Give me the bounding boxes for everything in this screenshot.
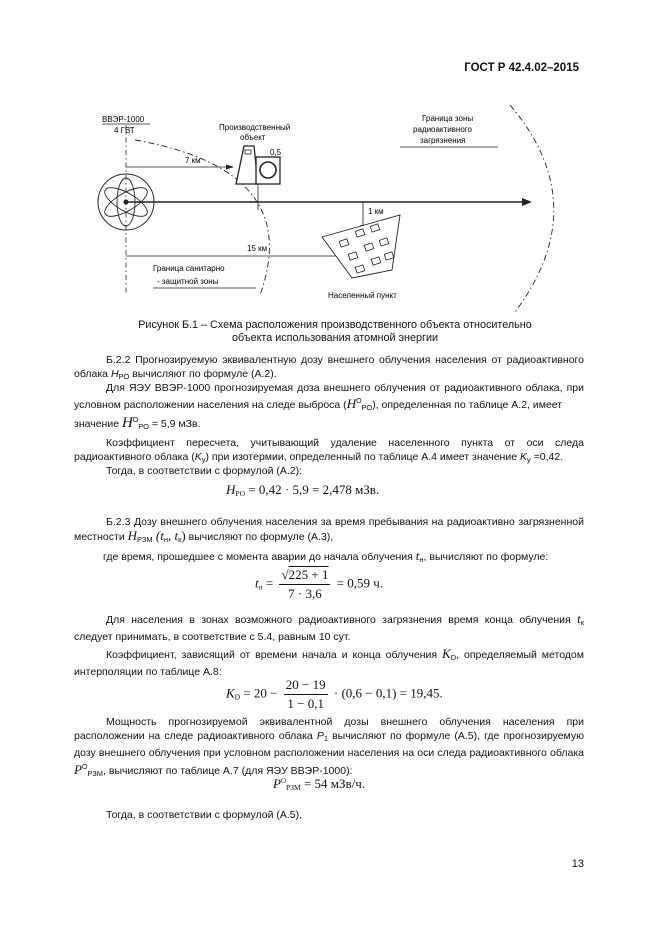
formula-kd: $K_D = 20$ − $\frac{20 - 19}{1 - 0,1}$ · (0,6 − 0,1) = 19,45. xyxy=(226,677,443,711)
sanitary-label-line1: Граница санитарно xyxy=(153,264,225,273)
facility-location-diagram xyxy=(60,100,605,315)
paragraph-b22: Б.2.2 Прогнозируемую эквивалентную дозу внешнего облучения населения от радиоактивного облака $H_{РО}$ вычисляют по формуле (А.2). xyxy=(74,354,584,382)
figure-caption-line2: объекта использования атомной энергии xyxy=(231,332,438,344)
sanitary-label-line2: - защитной зоны xyxy=(157,277,219,286)
formula-prm: $P^О_{РЗМ} = 54$ мЗв/ч. xyxy=(273,776,366,792)
settlement-symbol xyxy=(322,215,400,278)
paragraph-value: значение $H^О_{РО} = 5,9$ мЗв. xyxy=(74,415,201,431)
paragraph-where: где время, прошедшее с момента аварии до начала облучения $t_н$, вычисляют по формуле: xyxy=(103,548,549,564)
paragraph-b23: Б.2.3 Дозу внешнего облучения населения за время пребывания на радиоактивно загрязненной местности $H_{РЗМ}$ ($t_н$, $t_к$) вычисляют по формуле (А.3), xyxy=(74,516,584,545)
facility-label-line2: объект xyxy=(240,133,266,142)
paragraph-power: Мощность прогнозируемой эквивалентной дозы внешнего облучения населения при расположении на следе радиоактивного облака $P_1$ вычисляют по формуле (А.5), где прогнозируемую дозу внешнего облучения при условном расположении населения на оси следа радиоактивного облака $P^О_{РЗМ}$, вычисляют по таблице А.7 (для ЯЭУ ВВЭР-1000): xyxy=(74,716,584,778)
paragraph-vver: Для ЯЭУ ВВЭР-1000 прогнозируемая доза внешнего облучения от радиоактивного облака, при условном расположении населения на следе выброса $(H^О_{РО})$, определенная по таблице А.2, имеет xyxy=(74,382,584,413)
paragraph-coefficient: Коэффициент пересчета, учитывающий удаление населенного пункта от оси следа радиоактивного облака $(K_y)$ при изотермии, определенный по таблице А.4 имеет значение $K_y =0,42$. xyxy=(74,437,584,465)
paragraph-kd: Коэффициент, зависящий от времени начала и конца облучения $K_D$, определяемый методом интерполяции по таблице А.8: xyxy=(74,646,584,679)
reactor-power-label: 4 ГВТ xyxy=(114,126,135,135)
zone-label-line2: радиоактивного xyxy=(413,125,472,134)
wind-direction-arrow xyxy=(522,198,532,206)
distance-15km-label: 15 км xyxy=(247,244,268,253)
zone-label-line1: Граница зоны xyxy=(422,114,474,123)
facility-value-label: 0,5 xyxy=(270,148,282,157)
page-number: 13 xyxy=(571,858,584,870)
formula-tn: $t_н$ = $\frac{√225 + 1}{7 \cdot 3,6}$ = 0,59 ч. xyxy=(255,567,384,601)
settlement-label: Населенный пункт xyxy=(328,291,397,300)
zone-label-line3: загрязнения xyxy=(420,136,466,145)
distance-7km-label: 7 км xyxy=(185,156,201,165)
facility-label-line1: Производственный xyxy=(219,123,291,132)
formula-hro: $H_{РО} = 0,42 \cdot 5,9 = 2,478$ мЗв. xyxy=(226,482,380,498)
paragraph-then1: Тогда, в соответствии с формулой (А.2): xyxy=(106,465,303,477)
contamination-zone-boundary xyxy=(510,105,554,312)
figure-caption-line1: Рисунок Б.1 – Схема расположения производственного объекта относительно xyxy=(138,319,532,331)
paragraph-population: Для населения в зонах возможного радиоактивного загрязнения время конца облучения $t_к$ следует принимать, в соответствие с 5.4, равным 10 сут. xyxy=(74,611,584,644)
distance-1km-label: 1 км xyxy=(368,207,384,216)
paragraph-then2: Тогда, в соответствии с формулой (А.5), xyxy=(106,809,303,821)
page-header: ГОСТ Р 42.4.02–2015 xyxy=(464,62,579,74)
reactor-type-label: ВВЭР-1000 xyxy=(102,115,145,124)
